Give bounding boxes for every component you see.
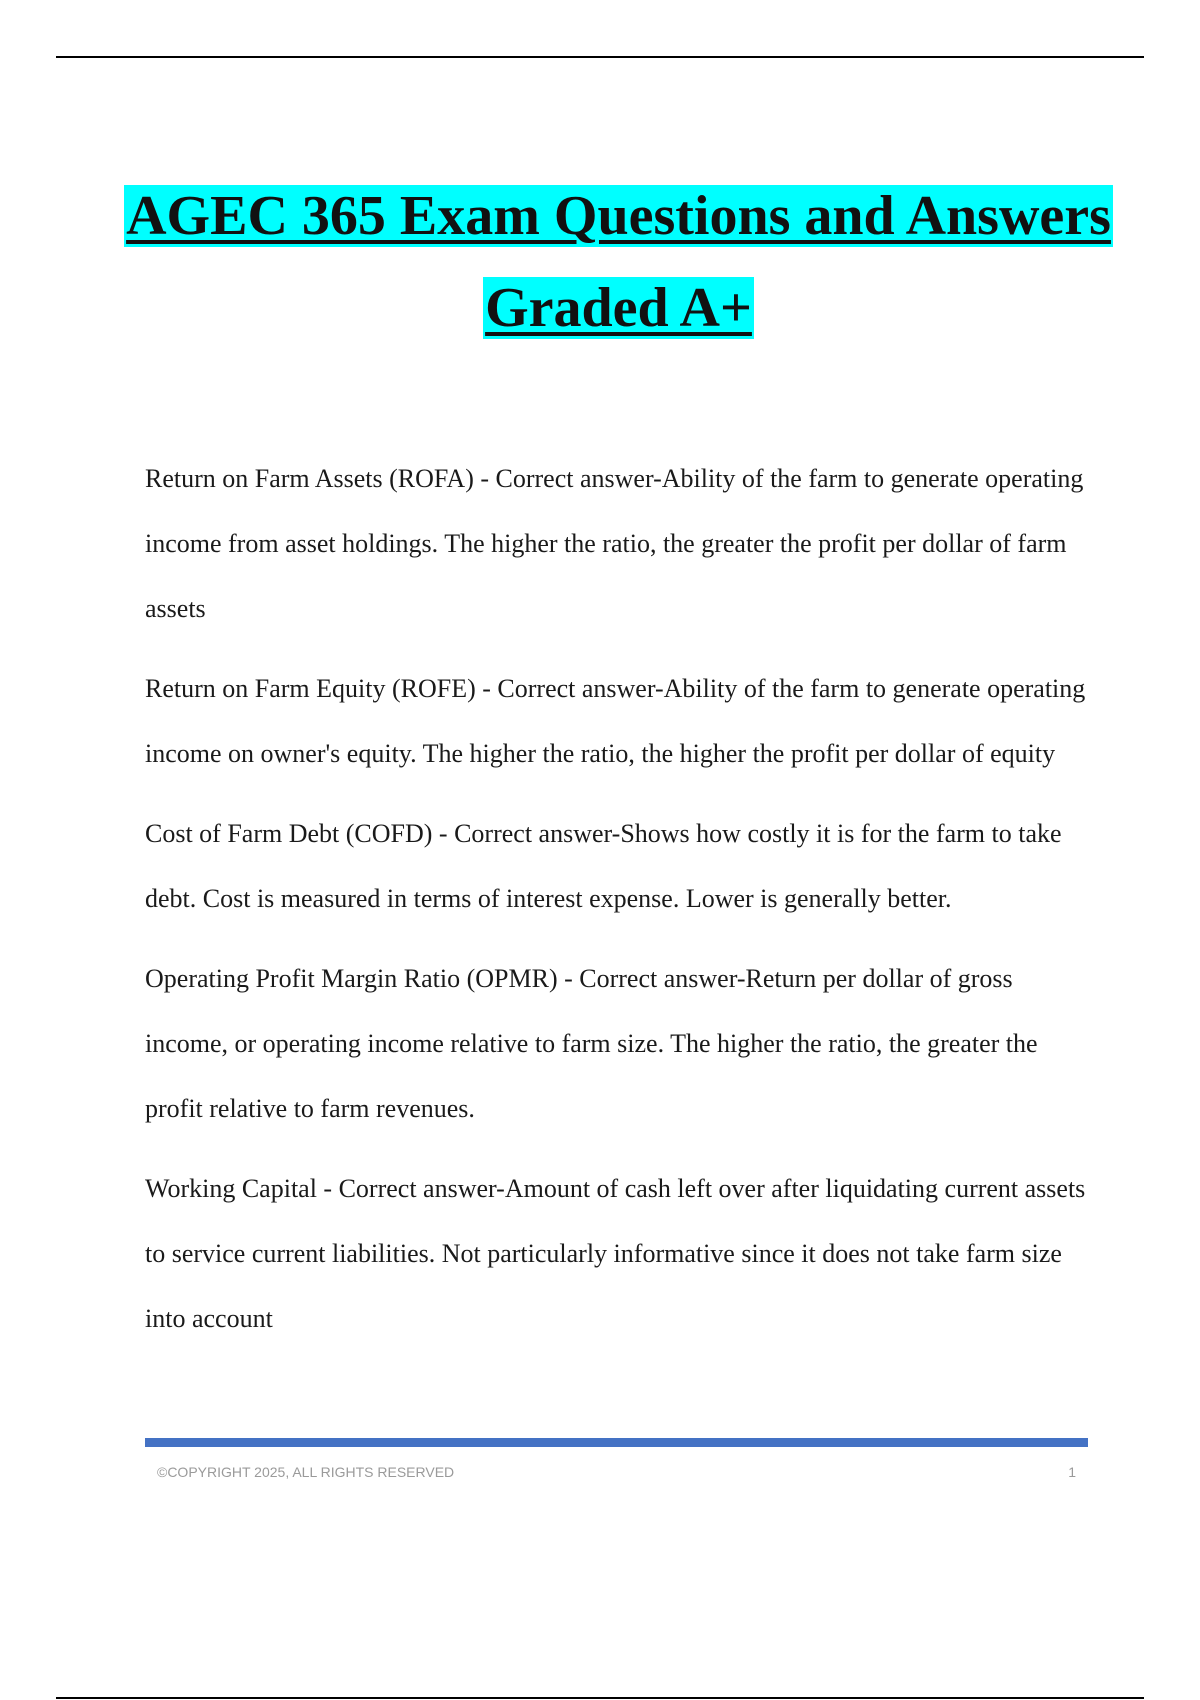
footer-bar <box>145 1438 1088 1447</box>
qa-entry-rofe: Return on Farm Equity (ROFE) - Correct answer-Ability of the farm to generate operating income on owner's equity. The higher the ratio, the higher the profit per dollar of equity <box>145 674 1086 768</box>
document-title <box>0 170 1200 354</box>
qa-entry-cofd: Cost of Farm Debt (COFD) - Correct answer-Shows how costly it is for the farm to take debt. Cost is measured in terms of interest expense. Lower is generally better. <box>145 819 1062 913</box>
bottom-divider <box>56 1697 1144 1699</box>
qa-entry-rofa: Return on Farm Assets (ROFA) - Correct answer-Ability of the farm to generate operating income from asset holdings. The higher the ratio, the greater the profit per dollar of farm assets <box>145 464 1084 623</box>
title-line-2: Graded A+ <box>485 277 752 339</box>
footer-page-number: 1 <box>1068 1464 1076 1480</box>
qa-entry-opmr: Operating Profit Margin Ratio (OPMR) - Correct answer-Return per dollar of gross income, or operating income relative to farm size. The higher the ratio, the greater the profit relative to farm revenues. <box>145 964 1038 1123</box>
footer-copyright: ©COPYRIGHT 2025, ALL RIGHTS RESERVED <box>157 1464 455 1480</box>
title-line-1: AGEC 365 Exam Questions and Answers <box>126 185 1111 247</box>
qa-list <box>145 446 1095 1366</box>
top-divider <box>56 56 1144 58</box>
qa-entry-working-capital: Working Capital - Correct answer-Amount of cash left over after liquidating current assets to service current liabilities. Not particularly informative since it does not take farm size into account <box>145 1174 1086 1333</box>
